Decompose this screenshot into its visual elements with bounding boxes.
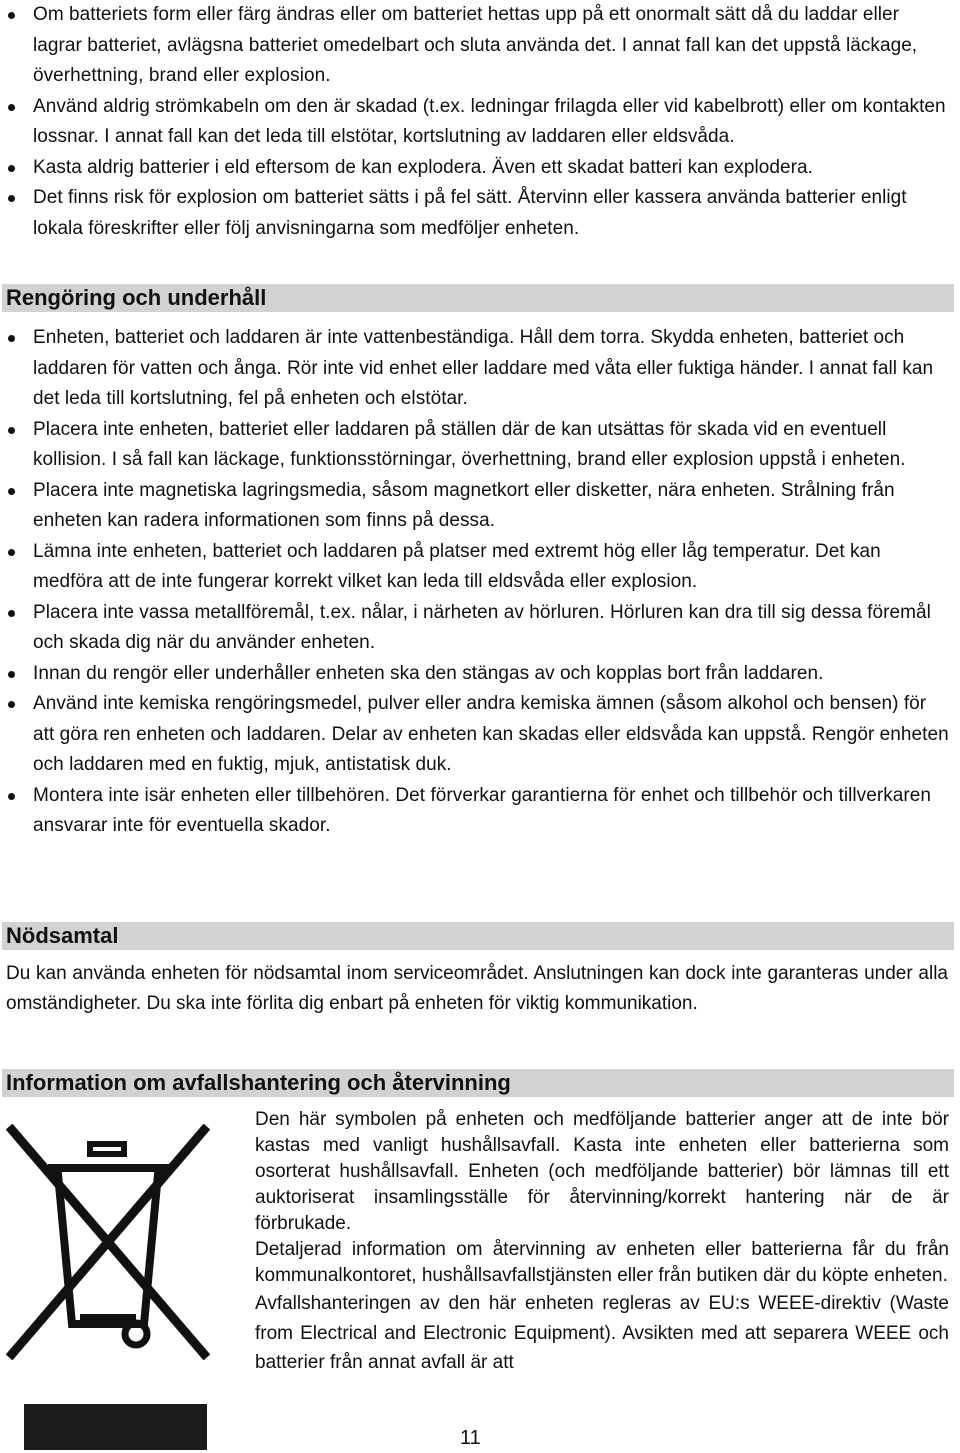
- bullet-icon: [8, 335, 15, 342]
- list-item: [6, 659, 950, 690]
- crossed-out-wheelie-bin-icon: [6, 1124, 210, 1360]
- bullet-icon: [8, 488, 15, 495]
- intro-bullet-list: [0, 0, 960, 244]
- bullet-icon: [8, 793, 15, 800]
- section-heading-emergency: Nödsamtal: [2, 922, 954, 950]
- list-item: [6, 323, 950, 415]
- section-heading-waste: Information om avfallshantering och återvinning: [2, 1069, 954, 1097]
- bullet-icon: [8, 701, 15, 708]
- list-item: [6, 537, 950, 598]
- bullet-icon: [8, 195, 15, 202]
- list-item: [6, 781, 950, 842]
- list-item-text: Placera inte vassa metallföremål, t.ex. nålar, i närheten av hörluren. Hörluren kan dra till sig dessa föremål och skada dig när du använder enheten.: [33, 601, 931, 653]
- bullet-icon: [8, 610, 15, 617]
- list-item-text: Använd aldrig strömkabeln om den är skadad (t.ex. ledningar frilagda eller vid kabelbrott) eller om kontakten lossnar. I annat fall kan det leda till elstötar, kortslutning av laddaren eller eldsvåda.: [33, 95, 946, 147]
- list-item-text: Enheten, batteriet och laddaren är inte vattenbeständiga. Håll dem torra. Skydda enheten, batteriet och laddaren för vatten och ånga. Rör inte vid enhet eller laddare med våta eller fuktiga händer. I annat fall kan det leda till kortslutning, fel på enheten och elstötar.: [33, 327, 934, 409]
- bullet-icon: [8, 427, 15, 434]
- list-item-text: Placera inte magnetiska lagringsmedia, såsom magnetkort eller disketter, nära enheten. Strålning från enheten kan radera informationen som finns på dessa.: [33, 479, 895, 531]
- list-item-text: Om batteriets form eller färg ändras eller om batteriet hettas upp på ett onormalt sätt då du laddar eller lagrar batteriet, avlägsna batteriet omedelbart och sluta använda det. I annat fall kan det uppstå läckage, överhettning, brand eller explosion.: [33, 4, 918, 86]
- bullet-icon: [8, 671, 15, 678]
- list-item: [6, 415, 950, 476]
- waste-text: [255, 1107, 949, 1378]
- list-item-text: Innan du rengör eller underhåller enheten ska den stängas av och kopplas bort från laddaren.: [33, 662, 824, 684]
- bullet-icon: [8, 12, 15, 19]
- emergency-paragraph: Du kan använda enheten för nödsamtal inom serviceområdet. Anslutningen kan dock inte garanteras under alla omständigheter. Du ska inte förlita dig enbart på enheten för viktig kommunikation.: [6, 963, 948, 1014]
- bullet-icon: [8, 104, 15, 111]
- list-item: [6, 689, 950, 781]
- bullet-icon: [8, 165, 15, 172]
- list-item: [6, 0, 950, 92]
- list-item-text: Montera inte isär enheten eller tillbehören. Det förverkar garantierna för enhet och tillbehör och tillverkaren ansvarar inte för eventuella skador.: [33, 784, 931, 836]
- list-item-text: Använd inte kemiska rengöringsmedel, pulver eller andra kemiska ämnen (såsom alkohol och bensen) för att göra ren enheten och laddaren. Delar av enheten kan skadas eller eldsvåda kan uppstå. Rengör enheten och laddaren med en fuktig, mjuk, antistatisk duk.: [33, 693, 949, 775]
- separate-collection-bar: [24, 1404, 207, 1450]
- list-item-text: Det finns risk för explosion om batteriet sätts i på fel sätt. Återvinn eller kassera använda batterier enligt lokala föreskrifter eller följ anvisningarna som medföljer enheten.: [33, 187, 907, 239]
- list-item: [6, 476, 950, 537]
- list-item: [6, 92, 950, 153]
- list-item-text: Lämna inte enheten, batteriet och laddaren på platser med extremt hög eller låg temperatur. Det kan medföra att de inte fungerar korrekt vilket kan leda till eldsvåda eller explosion.: [33, 540, 881, 592]
- bullet-icon: [8, 549, 15, 556]
- waste-paragraph: Detaljerad information om återvinning av enheten eller batterierna får du från kommunalkontoret, hushållsavfallstjänsten eller från butiken där du köpte enheten.: [255, 1239, 949, 1286]
- section-heading-care: Rengöring och underhåll: [2, 284, 954, 312]
- list-item: [6, 183, 950, 244]
- care-bullet-list: [0, 323, 960, 842]
- list-item: [6, 153, 950, 184]
- waste-paragraph: Den här symbolen på enheten och medföljande batterier anger att de inte bör kastas med vanligt hushållsavfall. Kasta inte enheten eller batterierna som osorterat hushållsavfall. Enheten (och medföljande batterier) bör lämnas till ett auktoriserat insamlingsställe för återvinning/korrekt hantering när de är förbrukade.: [255, 1109, 949, 1234]
- page-number: 11: [460, 1427, 481, 1449]
- list-item: [6, 598, 950, 659]
- list-item-text: Placera inte enheten, batteriet eller laddaren på ställen där de kan utsättas för skada vid en eventuell kollision. I så fall kan läckage, funktionsstörningar, överhettning, brand eller explosion uppstå i enheten.: [33, 418, 906, 470]
- list-item-text: Kasta aldrig batterier i eld eftersom de kan explodera. Även ett skadat batteri kan explodera.: [33, 156, 813, 178]
- waste-paragraph: Avfallshanteringen av den här enheten regleras av EU:s WEEE-direktiv (Waste from Electrical and Electronic Equipment). Avsikten med att separera WEEE och batterier från annat avfall är att: [255, 1293, 949, 1373]
